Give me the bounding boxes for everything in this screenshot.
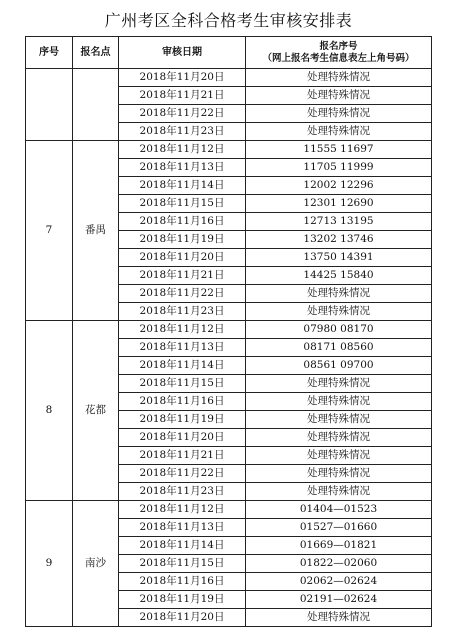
registration-range-cell: 13750 14391 <box>246 249 432 267</box>
registration-range-cell: 08171 08560 <box>246 339 432 357</box>
group-seq-cell: 7 <box>26 141 73 321</box>
date-cell: 2018年11月23日 <box>119 483 246 501</box>
date-cell: 2018年11月20日 <box>119 609 246 627</box>
registration-range-cell: 处理特殊情况 <box>246 285 432 303</box>
registration-range-cell: 12301 12690 <box>246 195 432 213</box>
header-registration-number-title: 报名序号 <box>319 40 358 52</box>
date-cell: 2018年11月19日 <box>119 231 246 249</box>
date-cell: 2018年11月14日 <box>119 357 246 375</box>
registration-range-cell: 14425 15840 <box>246 267 432 285</box>
date-cell: 2018年11月22日 <box>119 465 246 483</box>
date-cell: 2018年11月15日 <box>119 555 246 573</box>
date-cell: 2018年11月22日 <box>119 105 246 123</box>
table-body <box>26 69 432 627</box>
schedule-table <box>25 36 432 627</box>
registration-range-cell: 02191—02624 <box>246 591 432 609</box>
table-row <box>26 69 432 87</box>
registration-range-cell: 11705 11999 <box>246 159 432 177</box>
date-cell: 2018年11月15日 <box>119 195 246 213</box>
header-seq: 序号 <box>26 37 73 69</box>
registration-range-cell: 08561 09700 <box>246 357 432 375</box>
date-cell: 2018年11月22日 <box>119 285 246 303</box>
header-site: 报名点 <box>73 37 119 69</box>
registration-range-cell: 处理特殊情况 <box>246 411 432 429</box>
date-cell: 2018年11月12日 <box>119 501 246 519</box>
registration-range-cell: 处理特殊情况 <box>246 105 432 123</box>
registration-range-cell: 处理特殊情况 <box>246 447 432 465</box>
registration-range-cell: 01527—01660 <box>246 519 432 537</box>
page-title: 广州考区全科合格考生审核安排表 <box>104 11 353 30</box>
header-date: 审核日期 <box>119 37 246 69</box>
group-site-cell: 南沙 <box>73 501 119 627</box>
group-site-cell <box>73 69 119 141</box>
date-cell: 2018年11月13日 <box>119 519 246 537</box>
table-header-row <box>26 37 432 69</box>
header-registration-number-note: （网上报名考生信息表左上角号码） <box>262 52 415 64</box>
date-cell: 2018年11月21日 <box>119 267 246 285</box>
registration-range-cell: 01669—01821 <box>246 537 432 555</box>
registration-range-cell: 处理特殊情况 <box>246 465 432 483</box>
date-cell: 2018年11月13日 <box>119 159 246 177</box>
date-cell: 2018年11月12日 <box>119 141 246 159</box>
date-cell: 2018年11月20日 <box>119 249 246 267</box>
registration-range-cell: 处理特殊情况 <box>246 69 432 87</box>
date-cell: 2018年11月15日 <box>119 375 246 393</box>
date-cell: 2018年11月23日 <box>119 123 246 141</box>
date-cell: 2018年11月20日 <box>119 69 246 87</box>
date-cell: 2018年11月14日 <box>119 177 246 195</box>
date-cell: 2018年11月19日 <box>119 591 246 609</box>
date-cell: 2018年11月21日 <box>119 87 246 105</box>
registration-range-cell: 处理特殊情况 <box>246 429 432 447</box>
date-cell: 2018年11月23日 <box>119 303 246 321</box>
group-site-cell: 花都 <box>73 321 119 501</box>
date-cell: 2018年11月16日 <box>119 573 246 591</box>
registration-range-cell: 11555 11697 <box>246 141 432 159</box>
registration-range-cell: 07980 08170 <box>246 321 432 339</box>
date-cell: 2018年11月16日 <box>119 213 246 231</box>
registration-range-cell: 处理特殊情况 <box>246 609 432 627</box>
registration-range-cell: 02062—02624 <box>246 573 432 591</box>
date-cell: 2018年11月14日 <box>119 537 246 555</box>
date-cell: 2018年11月16日 <box>119 393 246 411</box>
registration-range-cell: 01404—01523 <box>246 501 432 519</box>
date-cell: 2018年11月21日 <box>119 447 246 465</box>
registration-range-cell: 处理特殊情况 <box>246 483 432 501</box>
table-row <box>26 141 432 159</box>
group-seq-cell: 9 <box>26 501 73 627</box>
registration-range-cell: 12002 12296 <box>246 177 432 195</box>
group-seq-cell: 8 <box>26 321 73 501</box>
group-site-cell: 番禺 <box>73 141 119 321</box>
group-seq-cell <box>26 69 73 141</box>
registration-range-cell: 处理特殊情况 <box>246 87 432 105</box>
registration-range-cell: 处理特殊情况 <box>246 303 432 321</box>
registration-range-cell: 处理特殊情况 <box>246 123 432 141</box>
registration-range-cell: 处理特殊情况 <box>246 393 432 411</box>
date-cell: 2018年11月20日 <box>119 429 246 447</box>
registration-range-cell: 处理特殊情况 <box>246 375 432 393</box>
registration-range-cell: 13202 13746 <box>246 231 432 249</box>
date-cell: 2018年11月13日 <box>119 339 246 357</box>
registration-range-cell: 12713 13195 <box>246 213 432 231</box>
header-registration-number <box>246 37 432 69</box>
registration-range-cell: 01822—02060 <box>246 555 432 573</box>
date-cell: 2018年11月19日 <box>119 411 246 429</box>
table-row <box>26 501 432 519</box>
date-cell: 2018年11月12日 <box>119 321 246 339</box>
table-row <box>26 321 432 339</box>
